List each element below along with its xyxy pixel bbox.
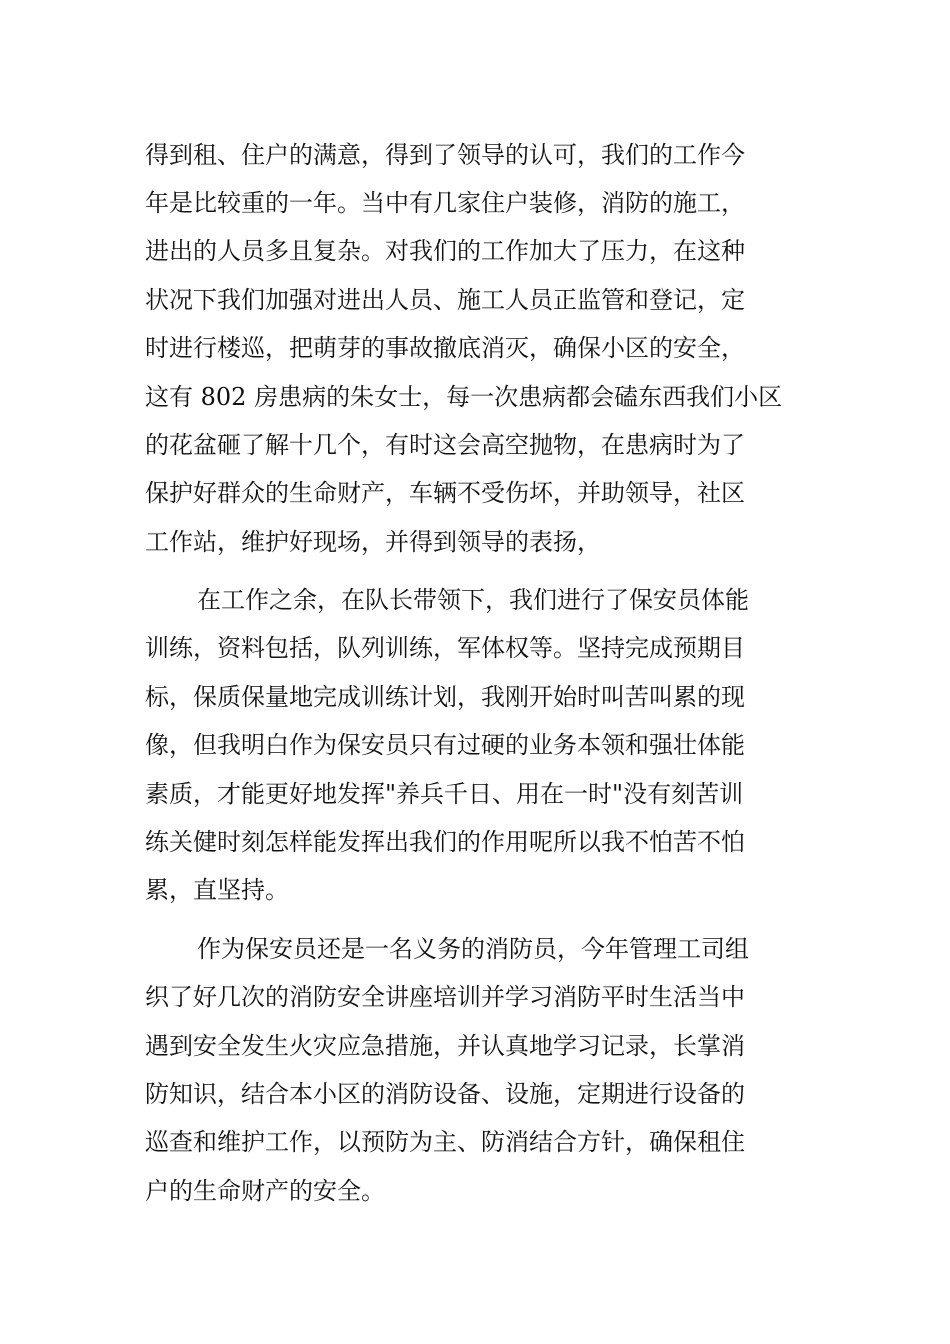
text-line: 巡查和维护工作，以预防为主、防消结合方针，确保租住 — [145, 1128, 745, 1156]
text-line: 训练，资料包括，队列训练，军体权等。坚持完成预期目 — [145, 634, 745, 662]
text-line: 的花盆砸了解十几个，有时这会高空抛物，在患病时为了 — [145, 431, 745, 459]
text-line: 户的生命财产的安全。 — [145, 1177, 385, 1205]
text-line: 这有 802 房患病的朱女士，每一次患病都会磕东西我们小区 — [145, 383, 783, 411]
text-line: 防知识，结合本小区的消防设备、设施，定期进行设备的 — [145, 1080, 745, 1108]
text-line: 进出的人员多且复杂。对我们的工作加大了压力，在这种 — [145, 237, 745, 265]
text-line: 时进行楼巡，把萌芽的事故撤底消灭，确保小区的安全， — [145, 334, 745, 362]
text-line: 标，保质保量地完成训练计划，我刚开始时叫苦叫累的现 — [145, 683, 745, 711]
text-line: 状况下我们加强对进出人员、施工人员正监管和登记，定 — [145, 286, 745, 314]
text-line: 遇到安全发生火灾应急措施，并认真地学习记录，长掌消 — [145, 1032, 745, 1060]
text-line: 素质，才能更好地发挥"养兵千日、用在一时"没有刻苦训 — [145, 780, 744, 808]
text-line: 得到租、住户的满意，得到了领导的认可，我们的工作今 — [145, 141, 745, 169]
text-line: 作为保安员还是一名义务的消防员，今年管理工司组 — [197, 935, 749, 963]
text-line: 织了好几次的消防安全讲座培训并学习消防平时生活当中 — [145, 983, 745, 1011]
text-line: 保护好群众的生命财产，车辆不受伤坏，并助领导，社区 — [145, 479, 745, 507]
text-line: 年是比较重的一年。当中有几家住户装修，消防的施工， — [145, 189, 745, 217]
text-line: 累，直坚持。 — [145, 876, 289, 904]
text-line: 像，但我明白作为保安员只有过硬的业务本领和强壮体能 — [145, 731, 745, 759]
text-line: 在工作之余，在队长带领下，我们进行了保安员体能 — [197, 586, 749, 614]
text-line: 工作站，维护好现场，并得到领导的表扬， — [145, 528, 601, 556]
text-line: 练关健时刻怎样能发挥出我们的作用呢所以我不怕苦不怕 — [145, 828, 745, 856]
